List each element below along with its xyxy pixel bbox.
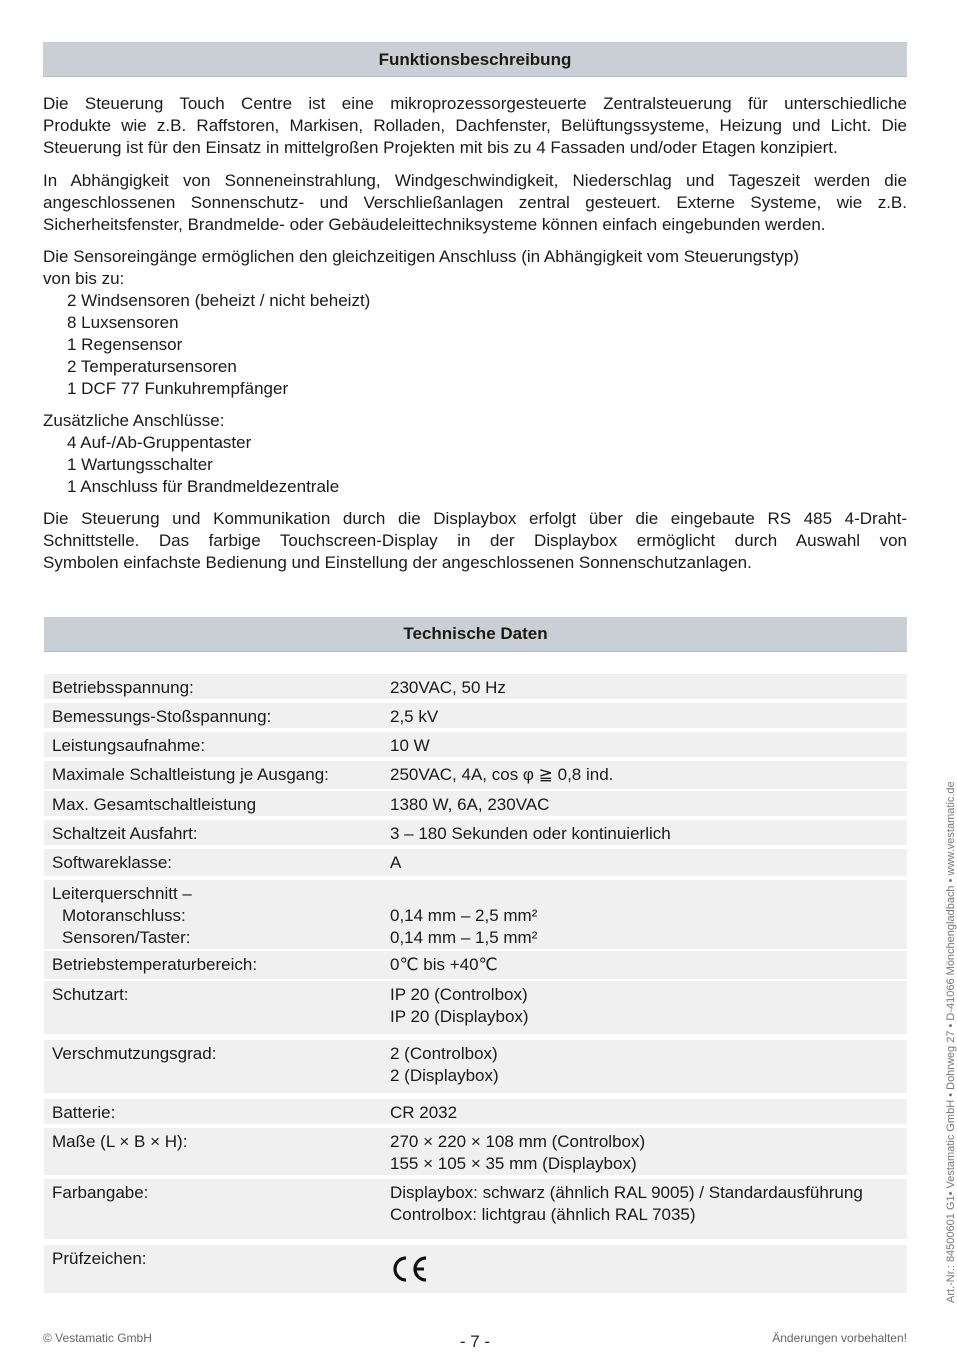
row-value-line: A — [390, 853, 402, 872]
row-label-line: Max. Gesamtschaltleistung — [52, 795, 257, 814]
row-label-line: Sensoren/Taster: — [62, 928, 191, 947]
row-value — [390, 984, 907, 1034]
row-label-line: Verschmutzungsgrad: — [52, 1044, 217, 1063]
text-line: Die Sensoreingänge ermöglichen den gleichzeitigen Anschluss (in Abhängigkeit vom Steuerungstyp) — [43, 247, 800, 266]
paragraph-communication — [43, 508, 907, 574]
row-label — [44, 764, 390, 789]
table-row — [44, 761, 907, 789]
section-header-technische-daten: Technische Daten — [44, 617, 907, 652]
text-line: In Abhängigkeit von Sonneneinstrahlung, Windgeschwindigkeit, Niederschlag und Tageszeit werden die — [43, 171, 907, 190]
row-label — [44, 1248, 390, 1293]
row-value-line: 250VAC, 4A, cos φ ≧ 0,8 ind. — [390, 765, 614, 784]
row-value — [390, 1131, 907, 1175]
row-label-line: Batterie: — [52, 1103, 116, 1122]
row-label — [44, 1102, 390, 1124]
table-row — [44, 880, 907, 949]
table-row — [44, 849, 907, 876]
table-row — [44, 703, 907, 728]
row-value — [390, 852, 907, 876]
row-value-line: 270 × 220 × 108 mm (Controlbox) — [390, 1132, 646, 1151]
row-value-line: 230VAC, 50 Hz — [390, 678, 506, 697]
text-line: Die Steuerung und Kommunikation durch die Displaybox erfolgt über die eingebaute RS 485 4-Draht- — [43, 509, 907, 528]
list-item: 1 DCF 77 Funkuhrempfänger — [67, 379, 289, 398]
row-label-line: Prüfzeichen: — [52, 1249, 147, 1268]
row-label — [44, 706, 390, 728]
row-value-line: 10 W — [390, 736, 430, 755]
list-item: 8 Luxsensoren — [67, 313, 179, 332]
table-row — [44, 674, 907, 699]
row-label — [44, 954, 390, 979]
text-line: Zusätzliche Anschlüsse: — [43, 411, 225, 430]
row-label-line: Bemessungs-Stoßspannung: — [52, 707, 272, 726]
table-row — [44, 1128, 907, 1175]
row-value — [390, 1043, 907, 1093]
row-label-line: Leistungsaufnahme: — [52, 736, 206, 755]
section-header-funktionsbeschreibung: Funktionsbeschreibung — [43, 42, 907, 77]
text-line: von bis zu: — [43, 269, 125, 288]
row-value — [390, 1248, 907, 1293]
row-label-line: Maximale Schaltleistung je Ausgang: — [52, 765, 329, 784]
footer-copyright: © Vestamatic GmbH — [43, 1331, 152, 1345]
row-value-line: 3 – 180 Sekunden oder kontinuierlich — [390, 824, 671, 843]
row-value-line: 1380 W, 6A, 230VAC — [390, 795, 550, 814]
text-line: Schnittstelle. Das farbige Touchscreen-Display in der Displaybox ermöglicht durch Auswahl von — [43, 531, 907, 550]
row-value — [390, 706, 907, 728]
text-line: Steuerung ist für den Einsatz in mittelgroßen Projekten mit bis zu 4 Fassaden und/oder Etagen konzipiert. — [43, 138, 838, 157]
row-value — [390, 764, 907, 789]
table-row — [44, 791, 907, 816]
row-value — [390, 954, 907, 979]
row-label — [44, 984, 390, 1034]
row-label-line: Betriebstemperaturbereich: — [52, 955, 258, 974]
row-label — [44, 1131, 390, 1175]
row-label-line: Betriebsspannung: — [52, 678, 194, 697]
list-item: 2 Windsensoren (beheizt / nicht beheizt) — [67, 291, 371, 310]
paragraph-sensors — [43, 246, 907, 400]
text-line: Produkte wie z.B. Raffstoren, Markisen, Rolladen, Dachfenster, Belüftungssysteme, Heizung und Licht. Die — [43, 116, 907, 135]
row-value — [390, 1102, 907, 1124]
table-row — [44, 1040, 907, 1093]
row-value — [390, 794, 907, 816]
list-item: 2 Temperatursensoren — [67, 357, 237, 376]
row-value-line: 155 × 105 × 35 mm (Displaybox) — [390, 1154, 637, 1173]
table-row — [44, 951, 907, 979]
table-row — [44, 1099, 907, 1124]
row-label — [44, 1182, 390, 1239]
row-label — [44, 823, 390, 845]
text-line: Sicherheitsfenster, Brandmelde- oder Gebäudeleittechniksysteme können einfach eingebunden werden. — [43, 215, 826, 234]
list-item: 1 Anschluss für Brandmeldezentrale — [67, 477, 340, 496]
text-line: Die Steuerung Touch Centre ist eine mikroprozessorgesteuerte Zentralsteuerung für unterschiedliche — [43, 94, 907, 113]
list-item: 1 Regensensor — [67, 335, 183, 354]
row-label-line: Schaltzeit Ausfahrt: — [52, 824, 198, 843]
row-label-line: Softwareklasse: — [52, 853, 172, 872]
list-item: 1 Wartungsschalter — [67, 455, 213, 474]
row-value-line: IP 20 (Controlbox) — [390, 985, 528, 1004]
list-item: 4 Auf-/Ab-Gruppentaster — [67, 433, 252, 452]
row-label-line: Leiterquerschnitt – — [52, 884, 192, 903]
row-value — [390, 883, 907, 949]
row-value-line: Controlbox: lichtgrau (ähnlich RAL 7035) — [390, 1205, 696, 1224]
technical-data-table — [44, 674, 907, 1293]
row-label — [44, 883, 390, 949]
row-label — [44, 1043, 390, 1093]
row-label-line: Schutzart: — [52, 985, 129, 1004]
row-value-line: Displaybox: schwarz (ähnlich RAL 9005) / Standardausführung — [390, 1183, 863, 1202]
table-row — [44, 1245, 907, 1293]
table-row — [44, 1179, 907, 1239]
sidebar-vertical-text: Art.-Nr.: 84500601 G1• Vestamatic GmbH • Dohrweg 27 • D-41066 Mönchengladbach • www.vestamatic.de — [945, 781, 957, 1303]
ce-mark-icon — [390, 1254, 907, 1284]
row-label-line: Motoranschluss: — [62, 906, 186, 925]
row-value-line: 2 (Controlbox) — [390, 1044, 498, 1063]
row-label — [44, 735, 390, 757]
row-value — [390, 677, 907, 699]
row-label — [44, 794, 390, 816]
footer-page-number: - 7 - — [459, 1332, 491, 1351]
row-value-line: 0,14 mm – 1,5 mm² — [390, 928, 538, 947]
row-value-line: 0,14 mm – 2,5 mm² — [390, 906, 538, 925]
footer-disclaimer: Änderungen vorbehalten! — [772, 1331, 907, 1345]
table-row — [44, 820, 907, 845]
text-line: Symbolen einfachste Bedienung und Einstellung der angeschlossenen Sonnenschutzanlagen. — [43, 553, 752, 572]
paragraph-intro — [43, 93, 907, 159]
table-row — [44, 981, 907, 1034]
row-value — [390, 735, 907, 757]
row-value-line: 2,5 kV — [390, 707, 439, 726]
text-line: angeschlossenen Sonnenschutz- und Verschließanlagen zentral gesteuert. Externe Systeme, wie z.B. — [43, 193, 907, 212]
row-value-line: 0℃ bis +40℃ — [390, 955, 498, 974]
row-label-line: Maße (L × B × H): — [52, 1132, 188, 1151]
row-label — [44, 852, 390, 876]
row-value-line: IP 20 (Displaybox) — [390, 1007, 529, 1026]
row-label — [44, 677, 390, 699]
paragraph-extras — [43, 410, 907, 498]
row-value — [390, 823, 907, 845]
row-value — [390, 1182, 907, 1239]
row-label-line: Farbangabe: — [52, 1183, 149, 1202]
row-value-line: CR 2032 — [390, 1103, 458, 1122]
table-row — [44, 732, 907, 757]
row-value-line — [390, 883, 907, 905]
paragraph-control — [43, 170, 907, 236]
row-value-line: 2 (Displaybox) — [390, 1066, 499, 1085]
